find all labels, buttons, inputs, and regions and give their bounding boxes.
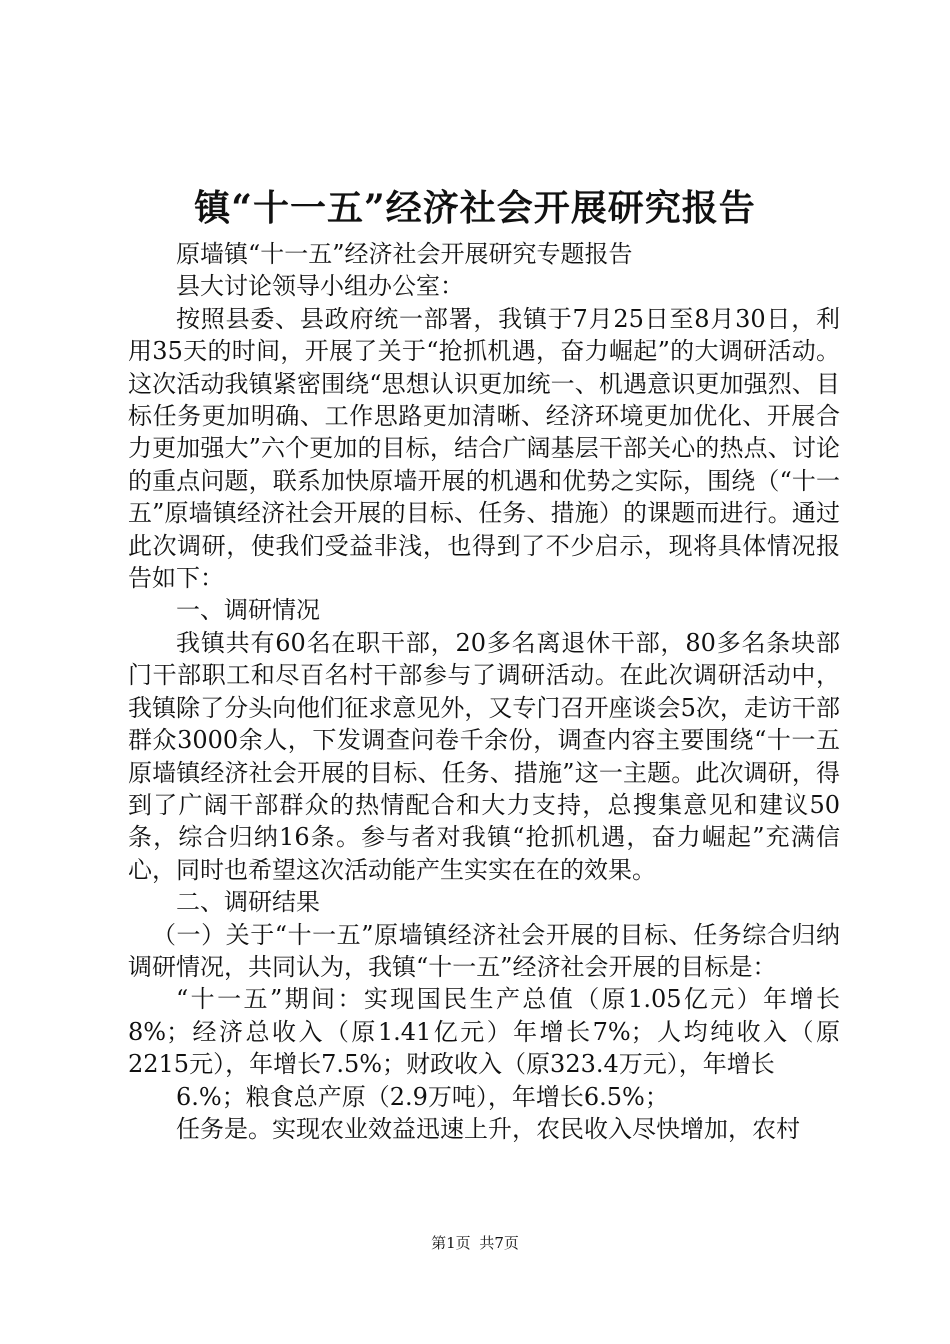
paragraph-tasks: 任务是。实现农业效益迅速上升，农民收入尽快增加，农村 — [176, 1114, 800, 1143]
section-heading-research-status: 一、调研情况 — [176, 596, 320, 625]
paragraph-goals-detail: “十一五”期间：实现国民生产总值（原1.05亿元）年增长8%；经济总收入（原1.41亿元）年增长7%；人均纯收入（原2215元），年增长7.5%；财政收入（原323.4万元），年增长 — [128, 985, 840, 1079]
paragraph-addressee: 县大讨论领导小组办公室： — [176, 272, 464, 301]
page-footer — [0, 1233, 950, 1253]
paragraph-research-status: 我镇共有60名在职干部，20多名离退休干部，80多名条块部门干部职工和尽百名村干部参与了调研活动。在此次调研活动中，我镇除了分头向他们征求意见外，又专门召开座谈会5次，走访干部群众3000余人，下发调查问卷千余份，调查内容主要围绕“十一五原墙镇经济社会开展的目标、任务、措施”这一主题。此次调研，得到了广阔干部群众的热情配合和大力支持，总搜集意见和建议50条，综合归纳16条。参与者对我镇“抢抓机遇，奋力崛起”充满信心，同时也希望这次活动能产生实实在在的效果。 — [128, 628, 840, 884]
page-number: 第1页 — [431, 1234, 471, 1252]
paragraph-subtitle: 原墙镇“十一五”经济社会开展研究专题报告 — [176, 240, 633, 268]
paragraph-goals-intro: （一）关于“十一五”原墙镇经济社会开展的目标、任务综合归纳调研情况，共同认为，我镇“十一五”经济社会开展的目标是： — [128, 920, 840, 981]
page-total: 共7页 — [479, 1234, 519, 1252]
document-body — [128, 238, 840, 1145]
document-title: 镇“十一五”经济社会开展研究报告 — [194, 187, 756, 229]
paragraph-intro: 按照县委、县政府统一部署，我镇于7月25日至8月30日，利用35天的时间，开展了关于“抢抓机遇，奋力崛起”的大调研活动。这次活动我镇紧密围绕“思想认识更加统一、机遇意识更加强烈、目标任务更加明确、工作思路更加清晰、经济环境更加优化、开展合力更加强大”六个更加的目标，结合广阔基层干部关心的热点、讨论的重点问题，联系加快原墙开展的机遇和优势之实际，围绕（“十一五”原墙镇经济社会开展的目标、任务、措施）的课题而进行。通过此次调研，使我们受益非浅，也得到了不少启示，现将具体情况报告如下： — [128, 304, 840, 593]
section-heading-research-results: 二、调研结果 — [176, 888, 320, 917]
paragraph-grain-output: 6.%；粮食总产原（2.9万吨），年增长6.5%； — [176, 1082, 669, 1111]
